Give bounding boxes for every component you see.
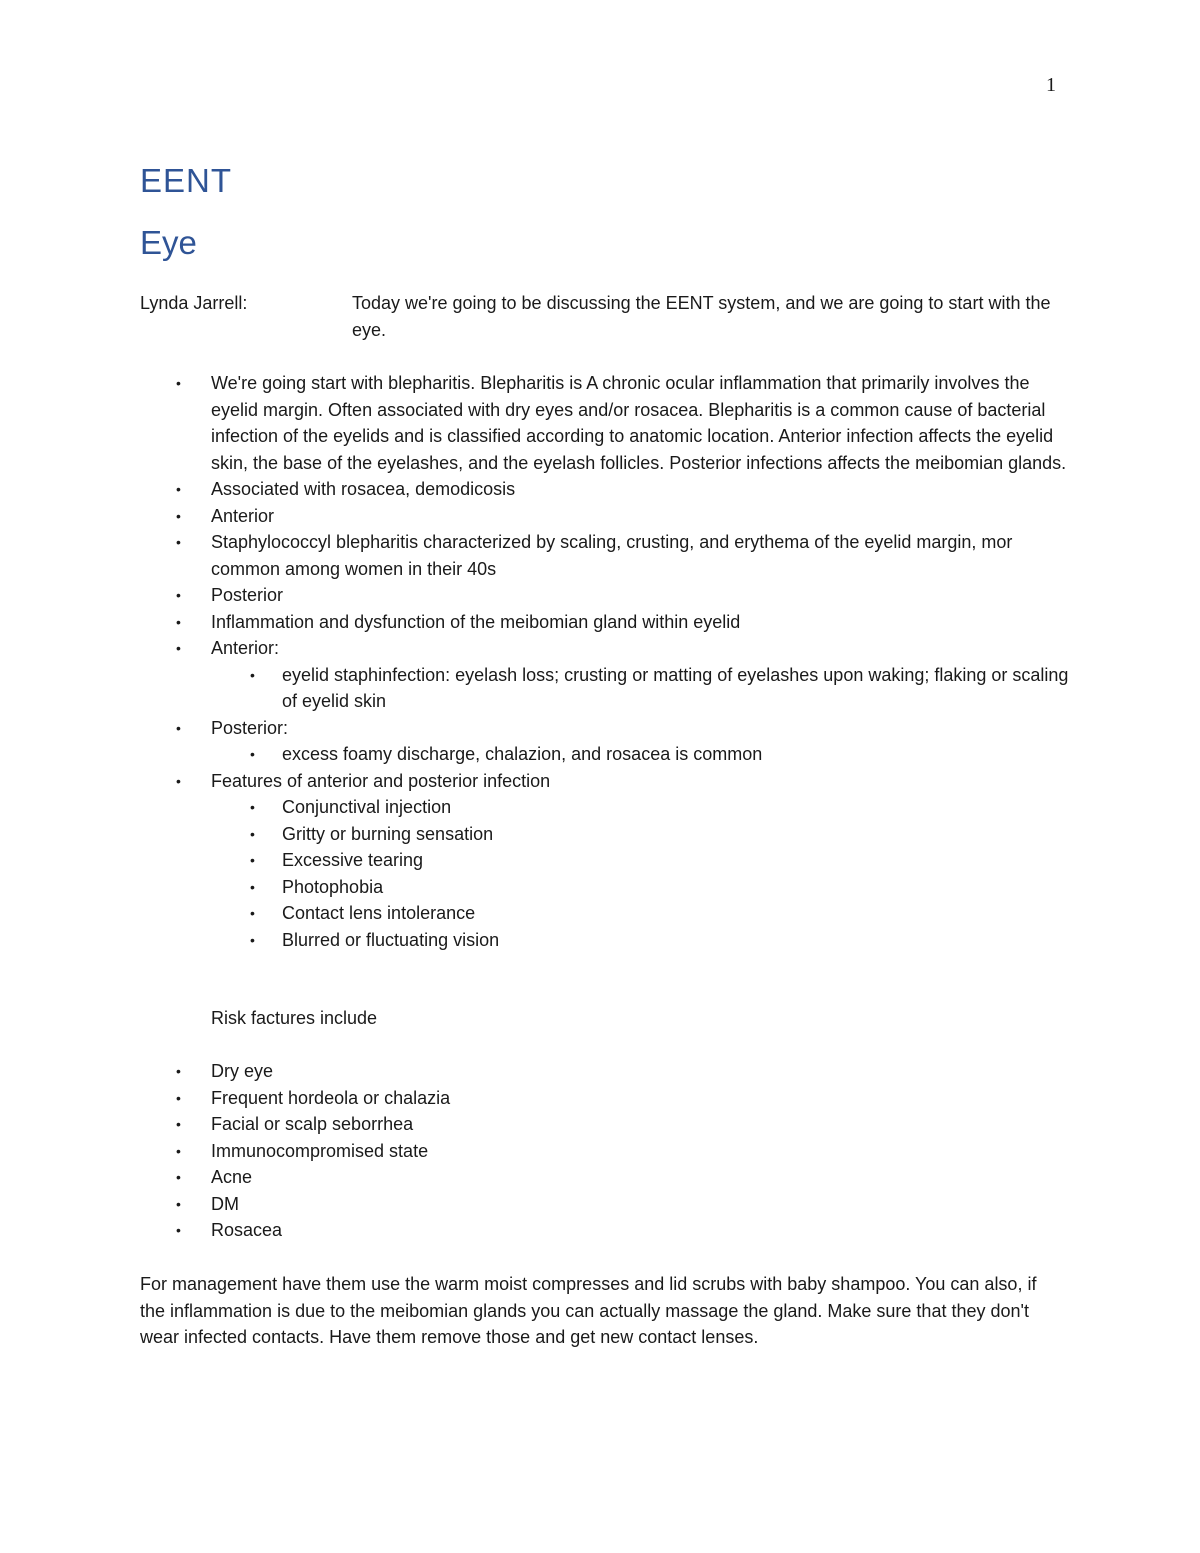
list-item: • Rosacea [140, 1217, 1070, 1244]
list-subitem: • Conjunctival injection [140, 794, 1070, 821]
speaker-name: Lynda Jarrell: [140, 293, 248, 313]
list-item: • Immunocompromised state [140, 1138, 1070, 1165]
list-item: • Associated with rosacea, demodicosis [140, 476, 1070, 503]
list-item: • Anterior [140, 503, 1070, 530]
list-item: • Frequent hordeola or chalazia [140, 1085, 1070, 1112]
list-item: • We're going start with blepharitis. Blepharitis is A chronic ocular inflammation that primarily involves the eyelid margin. Often associated with dry eyes and/or rosacea. Blepharitis is a common cause of bacterial infection of the eyelids and is classified according to anatomic location. Anterior infection affects the eyelid skin, the base of the eyelashes, and the eyelash follicles. Posterior infections affects the meibomian glands. [140, 370, 1070, 476]
list-subitem: • Excessive tearing [140, 847, 1070, 874]
risk-factors-label: Risk factures include [211, 1008, 378, 1028]
list-item: • Posterior: [140, 715, 1070, 742]
page-number: 1 [1046, 74, 1056, 96]
subsection-heading: Eye [140, 224, 197, 261]
list-subitem: • excess foamy discharge, chalazion, and rosacea is common [140, 741, 1070, 768]
list-item: • Acne [140, 1164, 1070, 1191]
list-item: • Posterior [140, 582, 1070, 609]
list-subitem: • Blurred or fluctuating vision [140, 927, 1070, 954]
risk-factors-list [140, 1058, 1070, 1244]
list-subitem: • Photophobia [140, 874, 1070, 901]
list-item: • Inflammation and dysfunction of the meibomian gland within eyelid [140, 609, 1070, 636]
list-item: • Facial or scalp seborrhea [140, 1111, 1070, 1138]
list-item: • Staphylococcyl blepharitis characterized by scaling, crusting, and erythema of the eyelid margin, mor common among women in their 40s [140, 529, 1070, 582]
list-item: • Features of anterior and posterior infection [140, 768, 1070, 795]
list-subitem: • Gritty or burning sensation [140, 821, 1070, 848]
list-item: • Dry eye [140, 1058, 1070, 1085]
blepharitis-list [140, 370, 1070, 953]
list-item: • Anterior: [140, 635, 1070, 662]
management-paragraph: For management have them use the warm moist compresses and lid scrubs with baby shampoo. You can also, if the inflammation is due to the meibomian glands you can actually massage the gland. Make sure that they don't wear infected contacts. Have them remove those and get new contact lenses. [140, 1274, 1037, 1347]
speaker-text: Today we're going to be discussing the EENT system, and we are going to start with the eye. [352, 293, 1051, 340]
list-subitem: • Contact lens intolerance [140, 900, 1070, 927]
list-subitem: • eyelid staphinfection: eyelash loss; crusting or matting of eyelashes upon waking; flaking or scaling of eyelid skin [140, 662, 1070, 715]
list-item: • DM [140, 1191, 1070, 1218]
section-heading: EENT [140, 162, 233, 199]
